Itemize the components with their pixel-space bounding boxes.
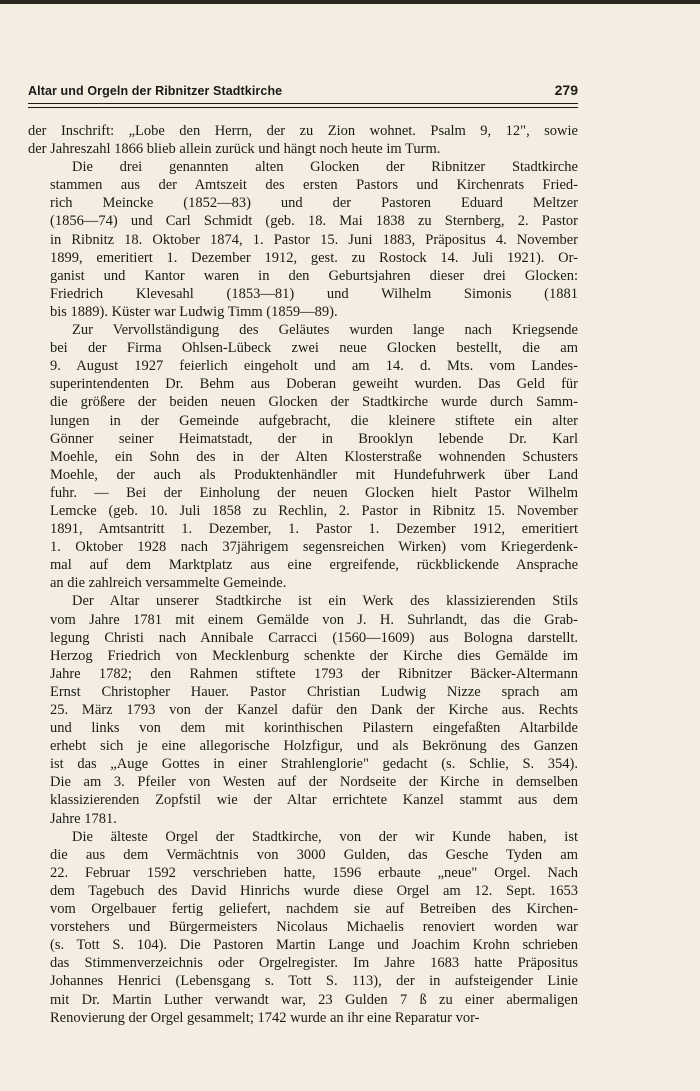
paragraph [28,321,578,592]
text-line: das Stimmenverzeichnis oder Orgelregister. Im Jahre 1683 hatte Präpositus [50,955,578,972]
header-rule-thin [28,107,578,108]
text-line: bei der Firma Ohlsen-Lübeck zwei neue Glocken bestellt, die am [50,340,578,357]
running-header [28,82,578,98]
paragraph [28,122,578,158]
text-line: 1899, emeritiert 1. Dezember 1912, gest. zu Rostock 14. Juli 1921). Or- [50,249,578,266]
text-line: die größere der beiden neuen Glocken der Stadtkirche wurde durch Samm- [50,394,578,411]
paragraph [28,828,578,1027]
text-line: (s. Tott S. 104). Die Pastoren Martin Lange und Joachim Krohn schrieben [50,937,578,954]
page-top-edge [0,0,700,4]
text-line: und links von dem mit korinthischen Pilastern eingefaßten Altarbilde [50,720,578,737]
text-line: Die drei genannten alten Glocken der Ribnitzer Stadtkirche [72,159,578,176]
text-line: vom Orgelbauer fertig geliefert, nachdem sie auf Betreiben des Kirchen- [50,901,578,918]
text-line: legung Christi nach Annibale Carracci (1560—1609) aus Bologna darstellt. [50,629,578,646]
text-line: in Ribnitz 18. Oktober 1874, 1. Pastor 15. Juni 1883, Präpositus 4. November [50,231,578,248]
text-line: mit Dr. Martin Luther verwandt war, 23 Gulden 7 ß zu einer abermaligen [50,991,578,1008]
text-line: 1. Oktober 1928 nach 37jährigem segensreichen Wirken) vom Kriegerdenk- [50,539,578,556]
text-line: Johannes Henrici (Lebensgang s. Tott S. 113), der in aufsteigender Linie [50,973,578,990]
text-line: Zur Vervollständigung des Geläutes wurden lange nach Kriegsende [72,322,578,339]
text-line: 1891, Amtsantritt 1. Dezember, 1. Pastor 1. Dezember 1912, emeritiert [50,521,578,538]
text-line: rich Meincke (1852—83) und der Pastoren Eduard Meltzer [50,195,578,212]
text-line: Herzog Friedrich von Mecklenburg schenkte der Kirche dies Gemälde im [50,647,578,664]
text-line: klassizierenden Zopfstil wie der Altar errichtete Kanzel stammt aus dem [50,792,578,809]
text-line: bis 1889). Küster war Ludwig Timm (1859—89). [50,303,338,320]
text-line: Friedrich Klevesahl (1853—81) und Wilhelm Simonis (1881 [50,285,578,302]
text-line: Die älteste Orgel der Stadtkirche, von der wir Kunde haben, ist [72,828,578,845]
paragraph [28,158,578,321]
text-line: lungen in der Gemeinde aufgebracht, die kleinere stiftete ein alter [50,412,578,429]
text-line: ist das „Auge Gottes in einer Strahlenglorie" gedacht (s. Schlie, S. 354). [50,756,578,773]
text-line: fuhr. — Bei der Einholung der neuen Glocken hielt Pastor Wilhelm [50,484,578,501]
text-line: mal auf dem Marktplatz aus eine ergreifende, rückblickende Ansprache [50,557,578,574]
text-line: erhebt sich je eine allegorische Holzfigur, und als Bekrönung des Ganzen [50,738,578,755]
text-line: Gönner seiner Heimatstadt, der in Brooklyn lebende Dr. Karl [50,430,578,447]
body-text [28,122,578,1027]
text-line: dem Tagebuch des David Hinrichs wurde diese Orgel am 12. Sept. 1653 [50,882,578,899]
text-line: vom Jahre 1781 mit einem Gemälde von J. H. Suhrlandt, das die Grab- [50,611,578,628]
header-rule-thick [28,103,578,104]
text-line: ganist und Kantor waren in den Geburtsjahren dieser drei Glocken: [50,267,578,284]
text-line: Der Altar unserer Stadtkirche ist ein Werk des klassizierenden Stils [72,593,578,610]
text-line: stammen aus der Amtszeit des ersten Pastors und Kirchenrats Fried- [50,177,578,194]
text-line: die aus dem Vermächtnis von 3000 Gulden, das Gesche Tyden am [50,846,578,863]
text-line: der Inschrift: „Lobe den Herrn, der zu Zion wohnet. Psalm 9, 12", sowie [28,123,578,139]
text-line: 9. August 1927 feierlich eingeholt und am 14. d. Mts. vom Landes- [50,358,578,375]
text-line: 25. März 1793 von der Kanzel dafür den Dank der Kirche aus. Rechts [50,702,578,718]
text-line: 22. Februar 1592 verschrieben hatte, 1596 erbaute „neue" Orgel. Nach [50,864,578,881]
text-line: Moehle, der auch als Produktenhändler mit Hundefuhrwerk über Land [50,466,578,483]
text-line: vorstehers und Bürgermeisters Nicolaus Michaelis renoviert worden war [50,919,578,936]
text-line: Jahre 1782; den Rahmen stiftete 1793 der Ribnitzer Bäcker-Altermann [50,665,578,682]
text-line: Jahre 1781. [50,810,117,827]
text-line: an die zahlreich versammelte Gemeinde. [50,575,287,592]
text-line: Renovierung der Orgel gesammelt; 1742 wurde an ihr eine Reparatur vor- [50,1009,480,1026]
text-line: superintendenten Dr. Behm aus Doberan geweiht wurden. Das Geld für [50,376,578,393]
page-number: 279 [554,82,578,98]
text-line: Moehle, ein Sohn des in der Alten Klosterstraße wohnenden Schusters [50,448,578,465]
text-line: der Jahreszahl 1866 blieb allein zurück und hängt noch heute im Turm. [28,141,441,158]
text-line: Lemcke (geb. 10. Juli 1858 zu Rechlin, 2. Pastor in Ribnitz 15. November [50,502,578,519]
paragraph [28,592,578,827]
text-line: (1856—74) und Carl Schmidt (geb. 18. Mai 1838 zu Sternberg, 2. Pastor [50,213,578,230]
text-line: Die am 3. Pfeiler von Westen auf der Nordseite der Kirche in demselben [50,774,578,791]
text-line: Ernst Christopher Hauer. Pastor Christian Ludwig Nizze sprach am [50,683,578,700]
running-title: Altar und Orgeln der Ribnitzer Stadtkirche [28,84,283,98]
